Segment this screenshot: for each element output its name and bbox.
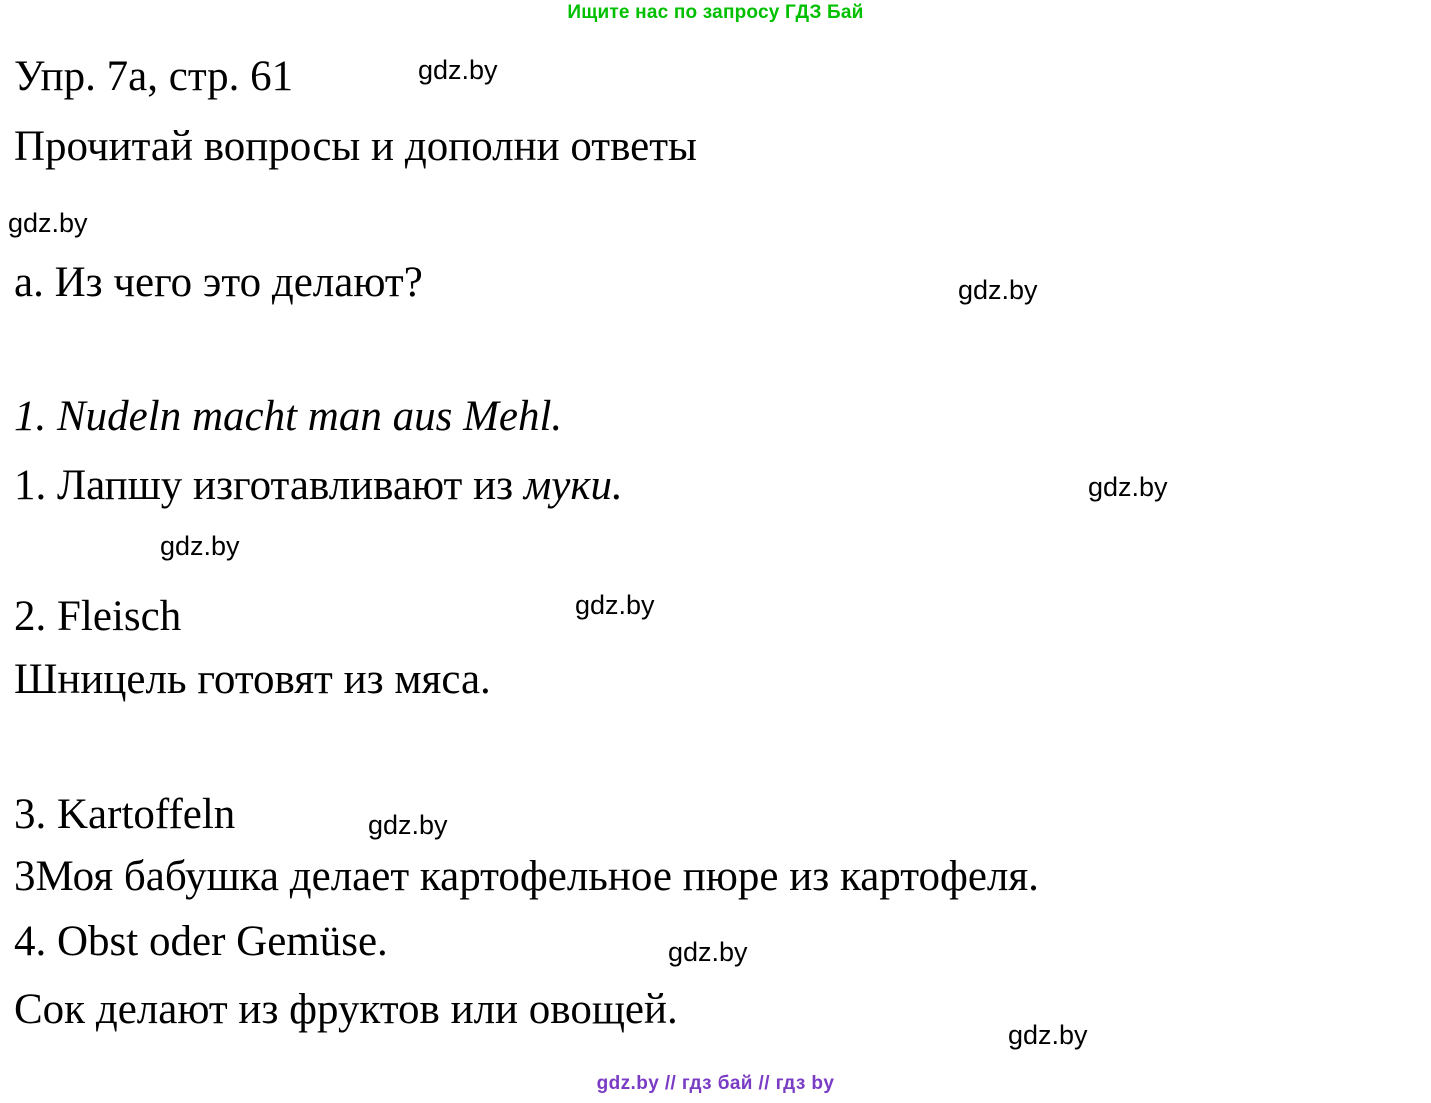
task-instruction: Прочитай вопросы и дополни ответы [14,123,697,170]
watermark-text: gdz.by [1008,1020,1088,1050]
item-1-russian-answer: муки. [523,462,623,509]
top-promo-banner: Ищите нас по запросу ГДЗ Бай [567,2,864,23]
item-3-german: 3. Kartoffeln [14,791,236,838]
watermark-text: gdz.by [575,590,655,620]
watermark-text: gdz.by [668,937,748,967]
watermark-text: gdz.by [1088,472,1168,502]
watermark-text: gdz.by [958,275,1038,305]
item-2-german: 2. Fleisch [14,593,182,640]
exercise-heading: Упр. 7а, стр. 61 [14,53,294,100]
item-4-russian: Сок делают из фруктов или овощей. [14,986,678,1033]
item-1-russian [14,461,623,510]
item-3-russian: 3Моя бабушка делает картофельное пюре из картофеля. [14,853,1039,900]
question-label: а. Из чего это делают? [14,259,423,306]
watermark-text: gdz.by [418,55,498,85]
item-1-russian-prefix: 1. Лапшу изготавливают из [14,462,524,509]
watermark-text: gdz.by [8,208,88,238]
watermark-text: gdz.by [160,531,240,561]
item-4-german: 4. Obst oder Gemüse. [14,918,388,965]
item-2-russian: Шницель готовят из мяса. [14,656,491,703]
bottom-promo-banner: gdz.by // гдз бай // гдз by [596,1073,835,1094]
item-1-german: 1. Nudeln macht man aus Mehl. [14,393,563,440]
watermark-text: gdz.by [368,810,448,840]
